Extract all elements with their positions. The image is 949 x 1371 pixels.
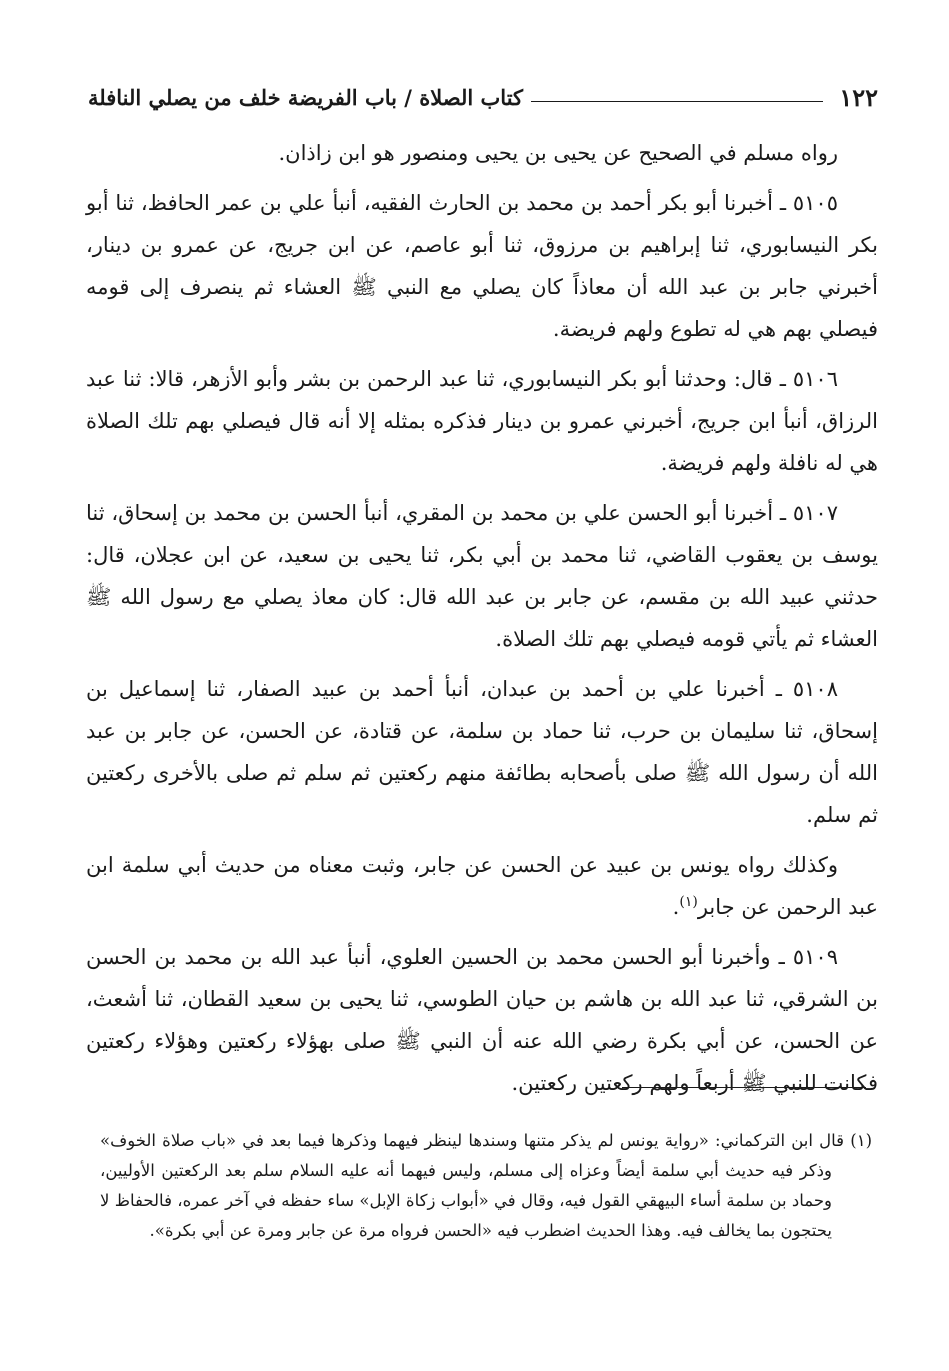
running-header [88, 80, 878, 114]
page-number: ١٢٢ [839, 82, 878, 112]
footnote [100, 1126, 872, 1246]
hadith-5105: ٥١٠٥ ـ أخبرنا أبو بكر أحمد بن محمد بن الحارث الفقيه، أنبأ علي بن عمر الحافظ، ثنا أبو بكر النيسابوري، ثنا إبراهيم بن مرزوق، ثنا أبو عاصم، عن ابن جريج، عن عمرو بن دينار، أخبرني جابر بن عبد الله أن معاذاً كان يصلي مع النبي ﷺ العشاء ثم ينصرف إلى قومه فيصلي بهم هي له تطوع ولهم فريضة. [86, 191, 878, 341]
hadith-5108: ٥١٠٨ ـ أخبرنا علي بن أحمد بن عبدان، أنبأ أحمد بن عبيد الصفار، ثنا إسماعيل بن إسحاق، ثنا سليمان بن حرب، ثنا حماد بن سلمة، عن قتادة، عن الحسن، عن جابر بن عبد الله أن رسول الله ﷺ صلى بأصحابه بطائفة منهم ركعتين ثم سلم ثم صلى بالأخرى ركعتين ثم سلم. [86, 677, 878, 827]
commentary-paragraph [86, 844, 878, 928]
footnote-separator [622, 1087, 866, 1088]
header-rule [531, 101, 823, 102]
commentary-tail: . [672, 895, 680, 919]
footnote-marker[interactable]: (١) [679, 894, 698, 910]
main-text [86, 132, 878, 1112]
chapter-title: كتاب الصلاة / باب الفريضة خلف من يصلي النافلة [88, 84, 524, 110]
hadith-5106: ٥١٠٦ ـ قال: وحدثنا أبو بكر النيسابوري، ثنا عبد الرحمن بن بشر وأبو الأزهر، قالا: ثنا عبد الرزاق، أنبأ ابن جريج، أخبرني عمرو بن دينار فذكره بمثله إلا أنه قال فيصلي بهم تلك الصلاة هي له نافلة ولهم فريضة. [86, 367, 878, 475]
paragraph: رواه مسلم في الصحيح عن يحيى بن يحيى ومنصور هو ابن زاذان. [278, 141, 838, 165]
commentary-text: وكذلك رواه يونس بن عبيد عن الحسن عن جابر، وثبت معناه من حديث أبي سلمة ابن عبد الرحمن عن جابر [86, 853, 878, 919]
footnote-text: (١) قال ابن التركماني: «رواية يونس لم يذكر متنها وسندها لينظر فيهما وذكرها فيما بعد في «باب صلاة الخوف» وذكر فيه حديث أبي سلمة أيضاً وعزاه إلى مسلم، وليس فيهما أنه عليه السلام سلم بعد الركعتين الأوليين، وحماد بن سلمة أساء البيهقي القول فيه، وقال في «أبواب زكاة الإبل» ساء حفظه في آخر عمره، فالحفاظ لا يحتجون بما يخالف فيه. وهذا الحديث اضطرب فيه «الحسن فرواه مرة عن جابر ومرة عن أبي بكرة». [100, 1131, 872, 1240]
hadith-5107: ٥١٠٧ ـ أخبرنا أبو الحسن علي بن محمد بن المقري، أنبأ الحسن بن محمد بن إسحاق، ثنا يوسف بن يعقوب القاضي، ثنا محمد بن أبي بكر، ثنا يحيى بن سعيد، عن ابن عجلان، قال: حدثني عبيد الله بن مقسم، عن جابر بن عبد الله قال: كان معاذ يصلي مع رسول الله ﷺ العشاء ثم يأتي قومه فيصلي بهم تلك الصلاة. [86, 501, 878, 651]
hadith-5109: ٥١٠٩ ـ وأخبرنا أبو الحسن محمد بن الحسين العلوي، أنبأ عبد الله بن محمد بن الحسن بن الشرقي، ثنا عبد الله بن هاشم بن حيان الطوسي، ثنا يحيى بن سعيد القطان، ثنا أشعث، عن الحسن، عن أبي بكرة رضي الله عنه أن النبي ﷺ صلى بهؤلاء ركعتين وهؤلاء ركعتين فكانت للنبي ﷺ أربعاً ولهم ركعتين ركعتين. [86, 945, 878, 1095]
